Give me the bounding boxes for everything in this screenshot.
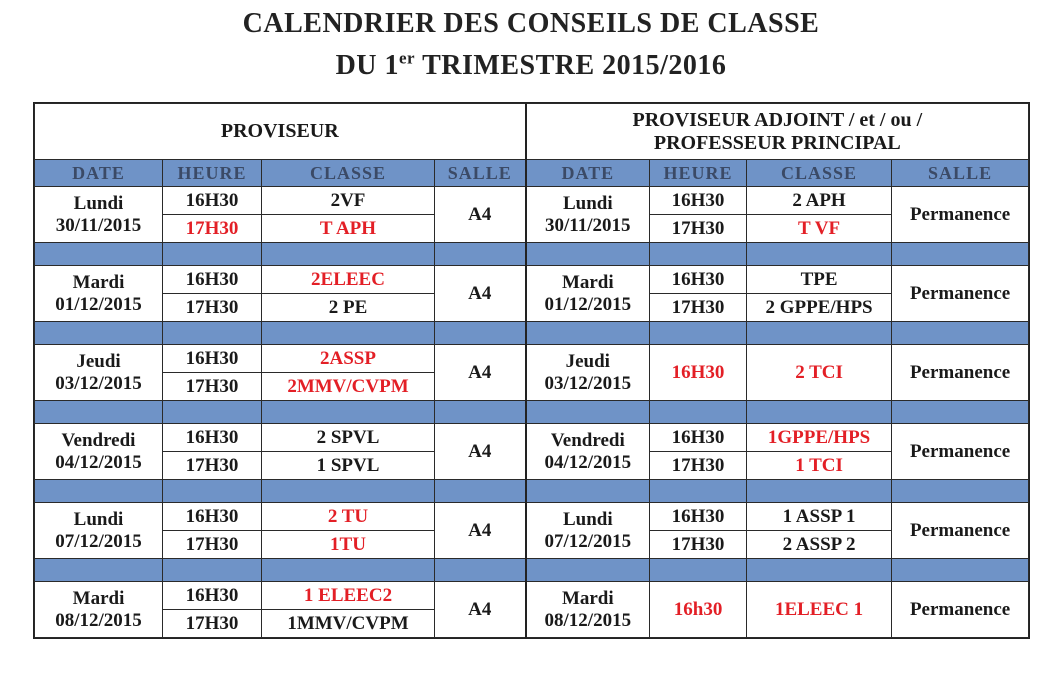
time-cell: 17H30 xyxy=(650,215,747,243)
time-cell: 17H30 xyxy=(650,531,747,559)
time-cell: 17H30 xyxy=(650,294,747,322)
class-cell: 1 ELEEC2 xyxy=(262,582,435,610)
day-label: Jeudi xyxy=(565,350,610,372)
date-label: 30/11/2015 xyxy=(545,214,631,236)
day-label: Lundi xyxy=(562,508,613,530)
col-salle: SALLE xyxy=(435,160,526,187)
time-cell: 16H30 xyxy=(163,266,262,294)
separator-band xyxy=(35,480,1029,503)
date-cell xyxy=(35,345,163,401)
time-cell: 17H30 xyxy=(650,452,747,480)
date-label: 03/12/2015 xyxy=(544,372,632,394)
room-cell: Permanence xyxy=(892,503,1029,559)
class-cell: 2 ASSP 2 xyxy=(747,531,892,559)
time-cell: 16H30 xyxy=(650,503,747,531)
room-cell: A4 xyxy=(435,266,526,322)
room-cell: Permanence xyxy=(892,187,1029,243)
date-cell xyxy=(526,266,650,322)
time-cell: 16H30 xyxy=(163,424,262,452)
col-heure: HEURE xyxy=(650,160,747,187)
table-row xyxy=(35,187,1029,215)
date-label: 08/12/2015 xyxy=(544,609,632,631)
day-label: Lundi xyxy=(73,508,124,530)
class-cell: 2 TCI xyxy=(747,345,892,401)
class-cell: TPE xyxy=(747,266,892,294)
class-cell: 2VF xyxy=(262,187,435,215)
col-classe: CLASSE xyxy=(747,160,892,187)
date-cell xyxy=(35,503,163,559)
date-label: 01/12/2015 xyxy=(544,293,632,315)
document-title: CALENDRIER DES CONSEILS DE CLASSE xyxy=(242,8,820,39)
room-cell: A4 xyxy=(435,582,526,638)
adjoint-header xyxy=(526,104,1029,160)
date-cell xyxy=(35,424,163,480)
time-cell: 17H30 xyxy=(163,215,262,243)
day-label: Mardi xyxy=(561,587,614,609)
time-cell: 16H30 xyxy=(163,503,262,531)
day-label: Mardi xyxy=(72,587,125,609)
separator-band xyxy=(35,243,1029,266)
room-cell: Permanence xyxy=(892,345,1029,401)
adjoint-header-line1: PROVISEUR ADJOINT / et / ou / xyxy=(632,108,923,131)
class-cell: 1MMV/CVPM xyxy=(262,610,435,638)
date-label: 07/12/2015 xyxy=(544,530,632,552)
time-cell: 17H30 xyxy=(163,610,262,638)
day-label: Mardi xyxy=(561,271,614,293)
column-headers xyxy=(35,160,1029,187)
time-cell: 16H30 xyxy=(650,187,747,215)
class-cell: 1 ASSP 1 xyxy=(747,503,892,531)
separator-band xyxy=(35,322,1029,345)
adjoint-header-line2: PROFESSEUR PRINCIPAL xyxy=(653,131,901,154)
day-label: Lundi xyxy=(73,192,124,214)
date-cell xyxy=(526,582,650,638)
date-cell xyxy=(526,345,650,401)
time-cell: 16H30 xyxy=(650,266,747,294)
day-label: Vendredi xyxy=(61,429,136,451)
date-label: 04/12/2015 xyxy=(55,451,142,473)
class-cell: 2 GPPE/HPS xyxy=(747,294,892,322)
class-cell: 1GPPE/HPS xyxy=(747,424,892,452)
separator-band xyxy=(35,559,1029,582)
col-date: DATE xyxy=(526,160,650,187)
day-label: Mardi xyxy=(72,271,125,293)
date-label: 30/11/2015 xyxy=(55,214,142,236)
time-cell: 17H30 xyxy=(163,294,262,322)
table-row xyxy=(35,345,1029,373)
time-cell: 17H30 xyxy=(163,531,262,559)
class-cell: 2ASSP xyxy=(262,345,435,373)
class-cell: 2 SPVL xyxy=(262,424,435,452)
class-cell: 2MMV/CVPM xyxy=(262,373,435,401)
room-cell: A4 xyxy=(435,345,526,401)
class-cell: 1 SPVL xyxy=(262,452,435,480)
date-cell xyxy=(526,503,650,559)
col-classe: CLASSE xyxy=(262,160,435,187)
date-label: 01/12/2015 xyxy=(55,293,142,315)
date-cell xyxy=(35,266,163,322)
day-label: Vendredi xyxy=(550,429,625,451)
time-cell: 16h30 xyxy=(650,582,747,638)
room-cell: A4 xyxy=(435,424,526,480)
day-label: Jeudi xyxy=(76,350,121,372)
time-cell: 17H30 xyxy=(163,373,262,401)
table-row xyxy=(35,582,1029,610)
class-cell: 2 APH xyxy=(747,187,892,215)
date-cell xyxy=(526,424,650,480)
table-row xyxy=(35,503,1029,531)
class-cell: 1TU xyxy=(262,531,435,559)
room-cell: Permanence xyxy=(892,424,1029,480)
time-cell: 16H30 xyxy=(163,582,262,610)
date-label: 08/12/2015 xyxy=(55,609,142,631)
table-row xyxy=(35,424,1029,452)
col-salle: SALLE xyxy=(892,160,1029,187)
time-cell: 17H30 xyxy=(163,452,262,480)
room-cell: Permanence xyxy=(892,582,1029,638)
date-label: 04/12/2015 xyxy=(544,451,632,473)
date-cell xyxy=(526,187,650,243)
document-subtitle xyxy=(0,50,1062,82)
date-label: 03/12/2015 xyxy=(55,372,142,394)
time-cell: 16H30 xyxy=(650,424,747,452)
class-cell: 1ELEEC 1 xyxy=(747,582,892,638)
schedule-table xyxy=(34,103,1029,638)
subtitle-superscript: er xyxy=(399,48,416,68)
subtitle-suffix: TRIMESTRE 2015/2016 xyxy=(415,50,727,81)
class-cell: 2 TU xyxy=(262,503,435,531)
proviseur-header: PROVISEUR xyxy=(35,104,526,160)
col-date: DATE xyxy=(35,160,163,187)
col-heure: HEURE xyxy=(163,160,262,187)
time-cell: 16H30 xyxy=(163,187,262,215)
class-cell: T APH xyxy=(262,215,435,243)
time-cell: 16H30 xyxy=(163,345,262,373)
time-cell: 16H30 xyxy=(650,345,747,401)
class-cell: 2 PE xyxy=(262,294,435,322)
class-cell: 1 TCI xyxy=(747,452,892,480)
subtitle-prefix: DU 1 xyxy=(335,50,400,81)
table-row xyxy=(35,266,1029,294)
date-label: 07/12/2015 xyxy=(55,530,142,552)
separator-band xyxy=(35,401,1029,424)
room-cell: Permanence xyxy=(892,266,1029,322)
date-cell xyxy=(35,582,163,638)
room-cell: A4 xyxy=(435,503,526,559)
date-cell xyxy=(35,187,163,243)
room-cell: A4 xyxy=(435,187,526,243)
class-cell: T VF xyxy=(747,215,892,243)
class-cell: 2ELEEC xyxy=(262,266,435,294)
day-label: Lundi xyxy=(562,192,613,214)
